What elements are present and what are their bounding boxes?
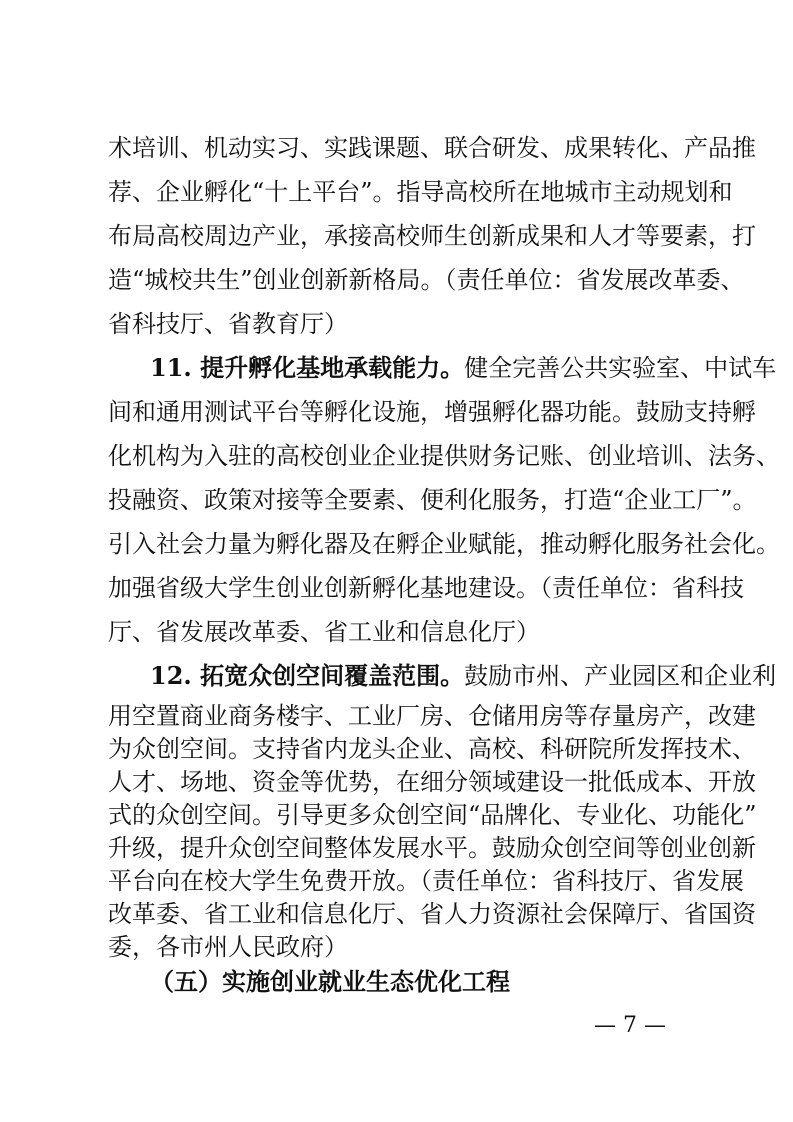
- paragraph-line: 省科技厅、省教育厅）: [108, 310, 348, 338]
- paragraph-line: 造“城校共生”创业创新新格局。（责任单位：省发展改革委、: [108, 266, 745, 294]
- page-number: — 7 —: [594, 1013, 666, 1038]
- paragraph-line: 人才、场地、资金等优势，在细分领域建设一批低成本、开放: [108, 768, 756, 796]
- paragraph-line: 化机构为入驻的高校创业企业提供财务记账、创业培训、法务、: [108, 442, 780, 470]
- paragraph-line: 术培训、机动实习、实践课题、联合研发、成果转化、产品推: [108, 134, 756, 162]
- paragraph-line: 布局高校周边产业，承接高校师生创新成果和人才等要素，打: [108, 222, 756, 250]
- item-11-first-line: [150, 348, 777, 388]
- paragraph-line: 荐、企业孵化“十上平台”。指导高校所在地城市主动规划和: [108, 178, 733, 206]
- item-12-title: 12. 拓宽众创空间覆盖范围。: [150, 661, 465, 690]
- paragraph-line: 间和通用测试平台等孵化设施，增强孵化器功能。鼓励支持孵: [108, 398, 756, 426]
- paragraph-line: 厅、省发展改革委、省工业和信息化厅）: [108, 618, 540, 646]
- paragraph-line: 委，各市州人民政府）: [108, 933, 348, 961]
- item-12-first-line: [150, 656, 777, 696]
- paragraph-line: 为众创空间。支持省内龙头企业、高校、科研院所发挥技术、: [108, 735, 756, 763]
- item-11-title: 11. 提升孵化基地承载能力。: [150, 353, 465, 382]
- paragraph-line: 加强省级大学生创业创新孵化基地建设。（责任单位：省科技: [108, 574, 744, 602]
- paragraph-line: 升级，提升众创空间整体发展水平。鼓励众创空间等创业创新: [108, 834, 756, 862]
- paragraph-line: 投融资、政策对接等全要素、便利化服务，打造“企业工厂”。: [108, 486, 757, 514]
- section-heading: （五）实施创业就业生态优化工程: [150, 967, 510, 996]
- item-12-first-text: 鼓励市州、产业园区和企业利: [464, 662, 777, 690]
- paragraph-line: 用空置商业商务楼宇、工业厂房、仓储用房等存量房产，改建: [108, 702, 756, 730]
- paragraph-line: 平台向在校大学生免费开放。（责任单位：省科技厅、省发展: [108, 867, 744, 895]
- item-11-first-text: 健全完善公共实验室、中试车: [464, 354, 777, 382]
- paragraph-line: 引入社会力量为孵化器及在孵企业赋能，推动孵化服务社会化。: [108, 530, 780, 558]
- paragraph-line: 改革委、省工业和信息化厅、省人力资源社会保障厅、省国资: [108, 900, 756, 928]
- paragraph-line: 式的众创空间。引导更多众创空间“品牌化、专业化、功能化”: [108, 801, 757, 829]
